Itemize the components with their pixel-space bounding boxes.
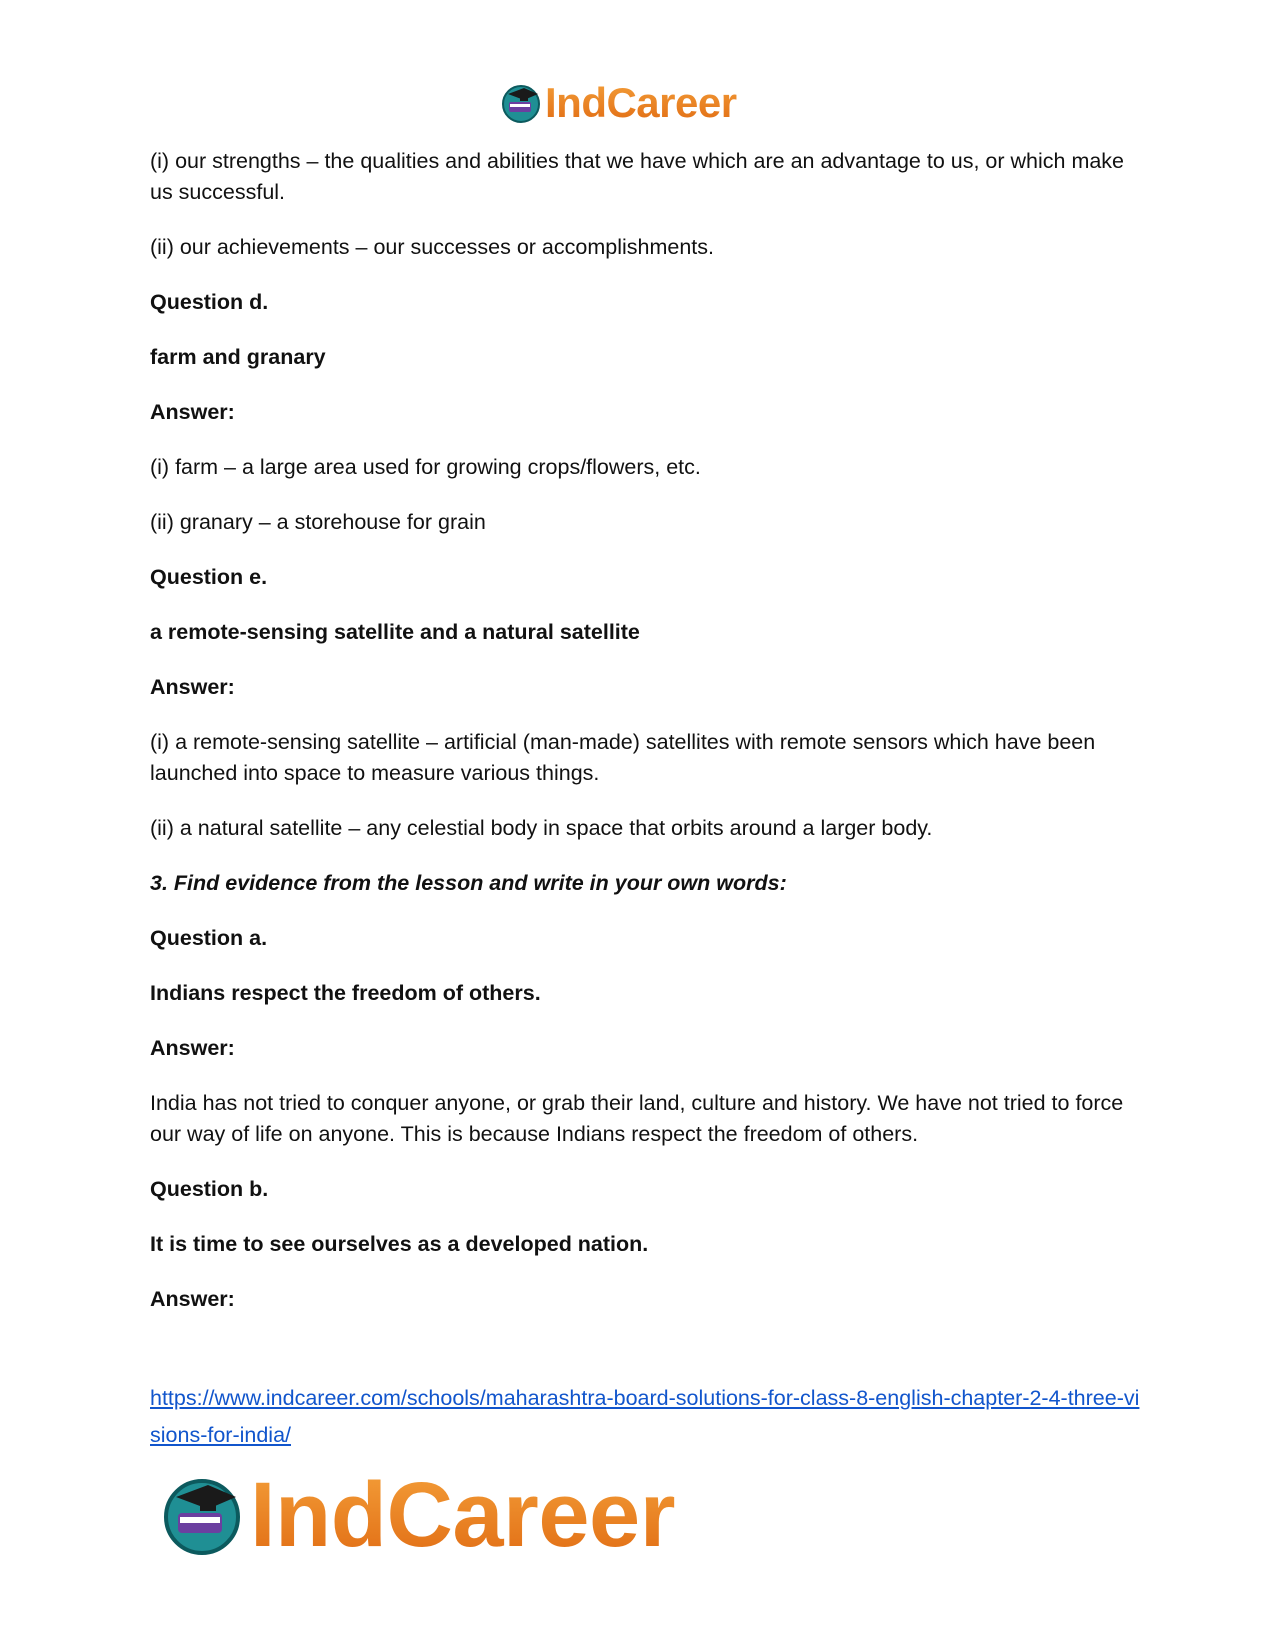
question-e-label: Question e. bbox=[150, 565, 268, 589]
question-e-text: a remote-sensing satellite and a natural satellite bbox=[150, 620, 640, 644]
section-3-heading: 3. Find evidence from the lesson and write in your own words: bbox=[150, 871, 787, 895]
graduation-book-globe-icon bbox=[500, 82, 542, 124]
question-a-text: Indians respect the freedom of others. bbox=[150, 981, 541, 1005]
footer-logo bbox=[160, 1463, 675, 1566]
question-b-answer-label: Answer: bbox=[150, 1287, 235, 1311]
logo-wordmark: IndCareer bbox=[250, 1463, 675, 1566]
document-body bbox=[150, 146, 1135, 1339]
question-e-answer-1: (i) a remote-sensing satellite – artificial (man-made) satellites with remote sensors which have been launched into space to measure various things. bbox=[150, 730, 1096, 785]
question-b-label: Question b. bbox=[150, 1177, 269, 1201]
question-d-text: farm and granary bbox=[150, 345, 326, 369]
question-d-label: Question d. bbox=[150, 290, 269, 314]
paragraph-strengths: (i) our strengths – the qualities and abilities that we have which are an advantage to us, or which make us successful. bbox=[150, 149, 1125, 204]
question-e-answer-2: (ii) a natural satellite – any celestial body in space that orbits around a larger body. bbox=[150, 816, 933, 840]
source-url-link[interactable]: https://www.indcareer.com/schools/maharashtra-board-solutions-for-class-8-english-chapter-2-4-three-visions-for-india/ bbox=[150, 1386, 1140, 1447]
question-b-text: It is time to see ourselves as a developed nation. bbox=[150, 1232, 649, 1256]
question-a-answer-label: Answer: bbox=[150, 1036, 235, 1060]
header-logo bbox=[500, 78, 737, 128]
logo-wordmark: IndCareer bbox=[545, 79, 737, 126]
question-d-answer-2: (ii) granary – a storehouse for grain bbox=[150, 510, 486, 534]
question-a-answer: India has not tried to conquer anyone, or grab their land, culture and history. We have not tried to force our way of life on anyone. This is because Indians respect the freedom of others. bbox=[150, 1091, 1124, 1146]
graduation-book-globe-icon bbox=[160, 1473, 244, 1557]
question-e-answer-label: Answer: bbox=[150, 675, 235, 699]
question-a-label: Question a. bbox=[150, 926, 268, 950]
paragraph-achievements: (ii) our achievements – our successes or accomplishments. bbox=[150, 235, 714, 259]
question-d-answer-label: Answer: bbox=[150, 400, 235, 424]
question-d-answer-1: (i) farm – a large area used for growing crops/flowers, etc. bbox=[150, 455, 701, 479]
